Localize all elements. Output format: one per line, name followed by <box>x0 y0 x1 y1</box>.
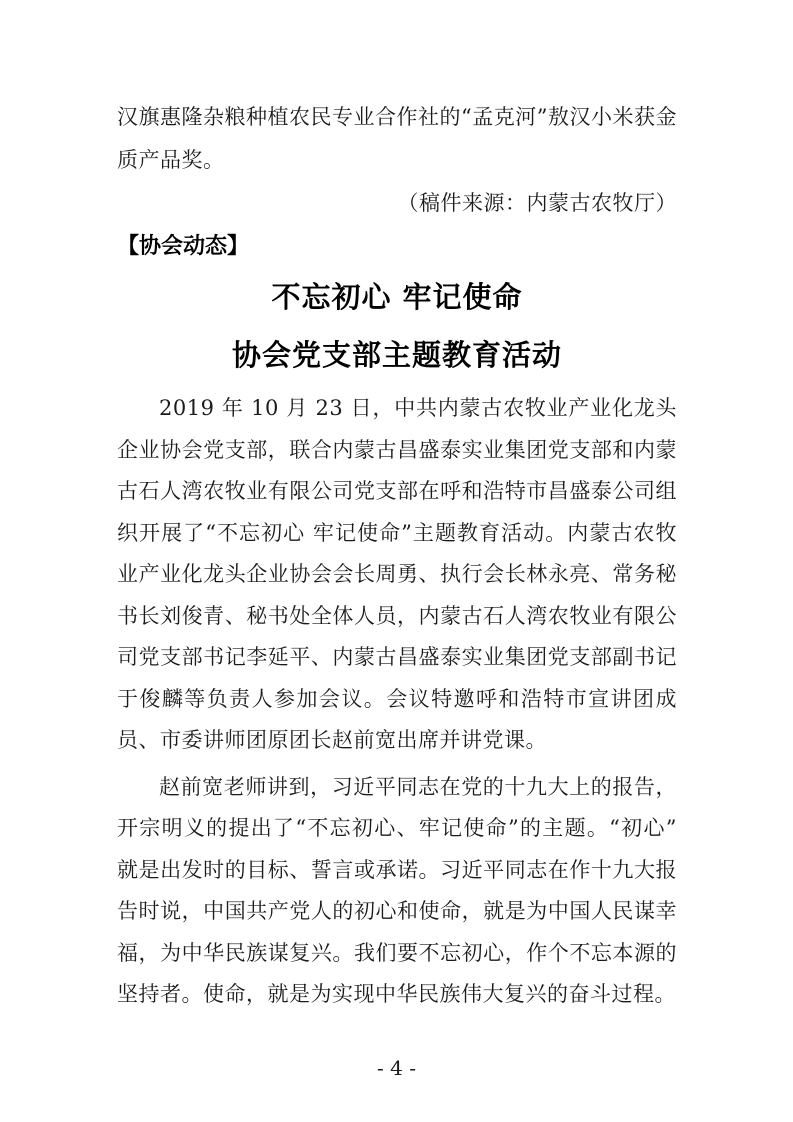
article-title-line-2: 协会党支部主题教育活动 <box>231 338 562 372</box>
source-attribution: （稿件来源：内蒙古农牧厅） <box>397 191 677 215</box>
article-title-line-1: 不忘初心 牢记使命 <box>271 280 523 314</box>
page-content <box>117 96 677 1016</box>
article-paragraph: 2019 年 10 月 23 日，中共内蒙古农牧业产业化龙头企业协会党支部，联合内蒙古昌盛泰实业集团党支部和内蒙古石人湾农牧业有限公司党支部在呼和浩特市昌盛泰公司组织开展了“不忘初心 牢记使命”主题教育活动。内蒙古农牧业产业化龙头企业协会会长周勇、执行会长林永亮、常务秘书长刘俊青、秘书处全体人员，内蒙古石人湾农牧业有限公司党支部书记李延平、内蒙古昌盛泰实业集团党支部副书记于俊麟等负责人参加会议。会议特邀呼和浩特市宣讲团成员、市委讲师团原团长赵前宽出席并讲党课。 <box>117 396 677 752</box>
lead-paragraph: 汉旗惠隆杂粮种植农民专业合作社的“孟克河”敖汉小米获金质产品奖。 <box>117 105 677 172</box>
page-number: - 4 - <box>377 1056 416 1080</box>
article-paragraph: 赵前宽老师讲到，习近平同志在党的十九大上的报告，开宗明义的提出了“不忘初心、牢记使命”的主题。“初心”就是出发时的目标、誓言或承诺。习近平同志在作十九大报告时说，中国共产党人的初心和使命，就是为中国人民谋幸福，为中华民族谋复兴。我们要不忘初心，作个不忘本源的坚持者。使命，就是为实现中华民族伟大复兴的奋斗过程。 <box>117 774 677 1006</box>
section-header: 【协会动态】 <box>117 234 250 259</box>
